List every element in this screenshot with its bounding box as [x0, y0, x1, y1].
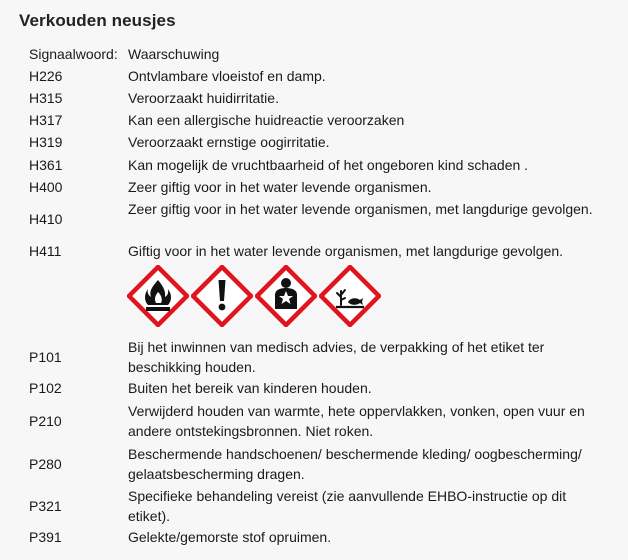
precaution-code: P391	[29, 529, 62, 545]
hazard-text: Veroorzaakt huidirritatie.	[128, 90, 279, 106]
precaution-code: P280	[29, 456, 62, 472]
environment-icon	[319, 265, 381, 327]
precaution-code: P321	[29, 498, 62, 514]
hazard-text: Zeer giftig voor in het water levende organismen.	[128, 179, 432, 195]
exclamation-mark-icon	[191, 265, 253, 327]
precaution-code: P101	[29, 349, 62, 365]
flame-icon	[127, 265, 189, 327]
precaution-text: Gelekte/gemorste stof opruimen.	[128, 529, 332, 545]
hazard-text: Ontvlambare vloeistof en damp.	[128, 68, 326, 84]
signal-word-value: Waarschuwing	[128, 46, 220, 62]
hazard-text: Kan mogelijk de vruchtbaarheid of het ongeboren kind schaden .	[128, 157, 529, 173]
precaution-code: P102	[29, 380, 62, 396]
precaution-text: Specifieke behandeling vereist (zie aanvullende EHBO-instructie op dit etiket).	[128, 488, 567, 524]
hazard-text: Veroorzaakt ernstige oogirritatie.	[128, 134, 330, 150]
precaution-text: Bij het inwinnen van medisch advies, de verpakking of het etiket ter beschikking houden.	[128, 339, 545, 375]
hazard-code: H226	[29, 68, 63, 84]
precaution-text: Verwijderd houden van warmte, hete oppervlakken, vonken, open vuur en andere ontstekingsbronnen. Niet roken.	[128, 403, 585, 439]
hazard-code: H410	[29, 211, 63, 227]
signal-word-label: Signaalwoord:	[29, 46, 118, 62]
hazard-code: H400	[29, 179, 63, 195]
hazard-code: H361	[29, 157, 63, 173]
hazard-text: Zeer giftig voor in het water levende organismen, met langdurige gevolgen.	[128, 201, 593, 217]
page-title: Verkouden neusjes	[19, 11, 176, 30]
hazard-code: H317	[29, 112, 63, 128]
hazard-code: H411	[29, 243, 62, 259]
precaution-text: Beschermende handschoenen/ beschermende kleding/ oogbescherming/ gelaatsbescherming dragen.	[128, 446, 582, 482]
hazard-text: Kan een allergische huidreactie veroorzaken	[128, 112, 405, 128]
precaution-code: P210	[29, 413, 62, 429]
health-hazard-icon	[255, 265, 317, 327]
hazard-text: Giftig voor in het water levende organismen, met langdurige gevolgen.	[128, 243, 564, 259]
precaution-text: Buiten het bereik van kinderen houden.	[128, 380, 372, 396]
hazard-code: H315	[29, 90, 63, 106]
hazard-code: H319	[29, 134, 63, 150]
